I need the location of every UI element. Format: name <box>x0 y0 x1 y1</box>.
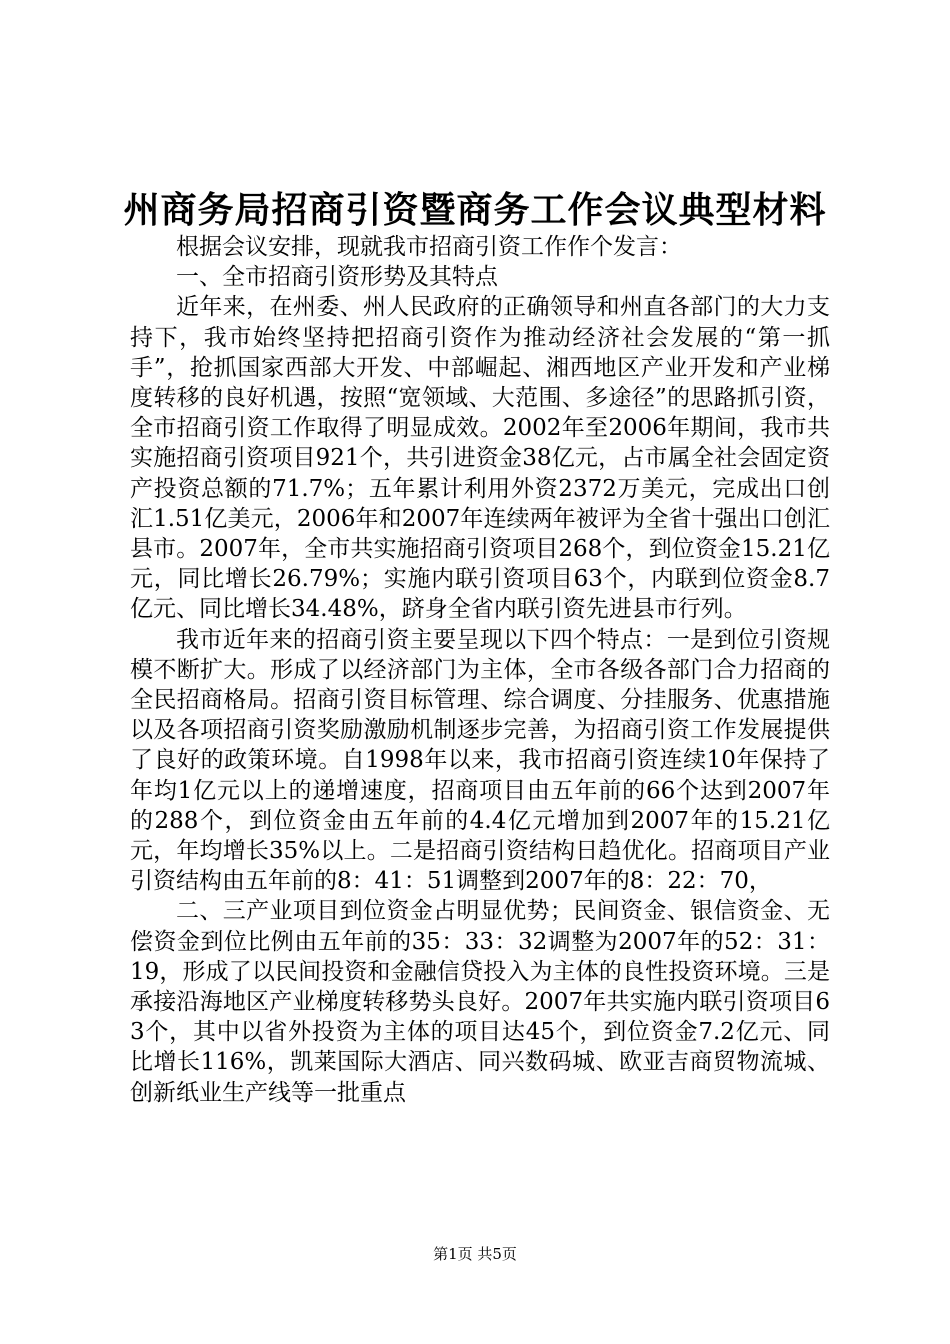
paragraph-features: 我市近年来的招商引资主要呈现以下四个特点：一是到位引资规模不断扩大。形成了以经济部门为主体，全市各级各部门合力招商的全民招商格局。招商引资目标管理、综合调度、分挂服务、优惠措施以及各项招商引资奖励激励机制逐步完善，为招商引资工作发展提供了良好的政策环境。自1998年以来，我市招商引资连续10年保持了年均1亿元以上的递增速度，招商项目由五年前的66个达到2007年的288个，到位资金由五年前的4.4亿元增加到2007年的15.21亿元，年均增长35%以上。二是招商引资结构日趋优化。招商项目产业引资结构由五年前的8：41：51调整到2007年的8：22：70， <box>130 626 830 895</box>
paragraph-intro: 根据会议安排，现就我市招商引资工作作个发言： <box>176 234 682 260</box>
page-footer: 第1页 共5页 <box>433 1245 517 1263</box>
document-title: 州商务局招商引资暨商务工作会议典型材料 <box>123 189 827 231</box>
paragraph-continuation: 二、三产业项目到位资金占明显优势；民间资金、银信资金、无偿资金到位比例由五年前的35：33：32调整为2007年的52：31：19，形成了以民间投资和金融信贷投入为主体的良性投资环境。三是承接沿海地区产业梯度转移势头良好。2007年共实施内联引资项目63个，其中以省外投资为主体的项目达45个，到位资金7.2亿元、同比增长116%，凯莱国际大酒店、同兴数码城、欧亚吉商贸物流城、创新纸业生产线等一批重点 <box>130 898 830 1106</box>
document-body <box>130 232 830 1108</box>
paragraph-overview: 近年来，在州委、州人民政府的正确领导和州直各部门的大力支持下，我市始终坚持把招商引资作为推动经济社会发展的“第一抓手”，抢抓国家西部大开发、中部崛起、湘西地区产业开发和产业梯度转移的良好机遇，按照“宽领域、大范围、多途径”的思路抓引资，全市招商引资工作取得了明显成效。2002年至2006年期间，我市共实施招商引资项目921个，共引进资金38亿元，占市属全社会固定资产投资总额的71.7%；五年累计利用外资2372万美元，完成出口创汇1.51亿美元，2006年和2007年连续两年被评为全省十强出口创汇县市。2007年，全市共实施招商引资项目268个，到位资金15.21亿元，同比增长26.79%；实施内联引资项目63个，内联到位资金8.7亿元、同比增长34.48%，跻身全省内联引资先进县市行列。 <box>130 294 830 623</box>
section-heading: 一、全市招商引资形势及其特点 <box>176 264 498 291</box>
